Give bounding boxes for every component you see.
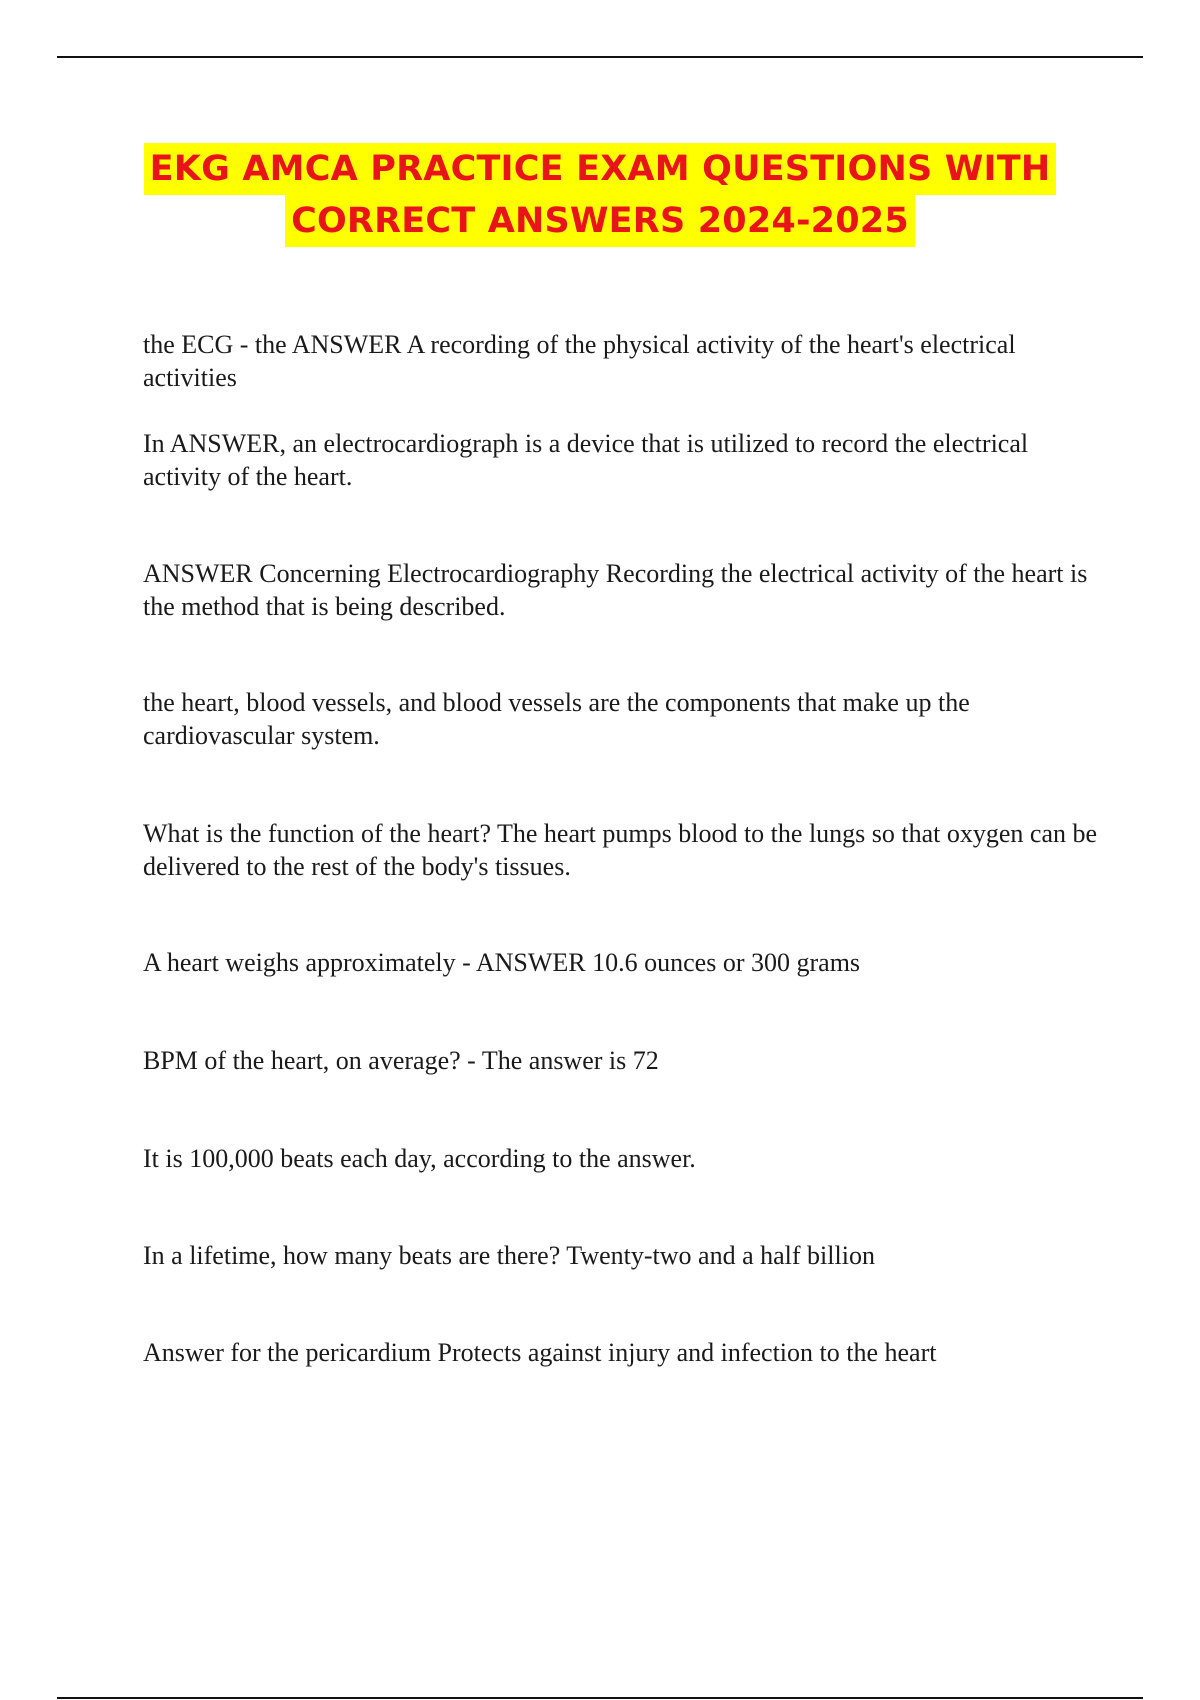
paragraph-electrocardiography: ANSWER Concerning Electrocardiography Recording the electrical activity of the heart is the method that is being described. xyxy=(143,559,1088,621)
paragraph-heart-weight: A heart weighs approximately - ANSWER 10.6 ounces or 300 grams xyxy=(143,948,861,977)
paragraph-electrocardiograph: In ANSWER, an electrocardiograph is a device that is utilized to record the electrical activity of the heart. xyxy=(143,429,1029,491)
paragraph-average-bpm: BPM of the heart, on average? - The answer is 72 xyxy=(143,1046,659,1075)
paragraph-cardiovascular-system: the heart, blood vessels, and blood vessels are the components that make up the cardiovascular system. xyxy=(143,688,970,750)
paragraph-lifetime-beats: In a lifetime, how many beats are there? Twenty-two and a half billion xyxy=(143,1241,875,1270)
paragraph-heart-function: What is the function of the heart? The heart pumps blood to the lungs so that oxygen can be delivered to the rest of the body's tissues. xyxy=(143,819,1098,881)
paragraph-beats-per-day: It is 100,000 beats each day, according to the answer. xyxy=(143,1144,696,1173)
paragraph-ecg-definition: the ECG - the ANSWER A recording of the physical activity of the heart's electrical activities xyxy=(143,330,1016,392)
document-title xyxy=(0,143,1200,247)
title-line-2: CORRECT ANSWERS 2024-2025 xyxy=(285,195,915,247)
paragraph-pericardium: Answer for the pericardium Protects against injury and infection to the heart xyxy=(143,1338,937,1367)
top-rule xyxy=(57,56,1143,58)
title-line-1: EKG AMCA PRACTICE EXAM QUESTIONS WITH xyxy=(144,143,1057,195)
bottom-rule xyxy=(57,1697,1143,1699)
